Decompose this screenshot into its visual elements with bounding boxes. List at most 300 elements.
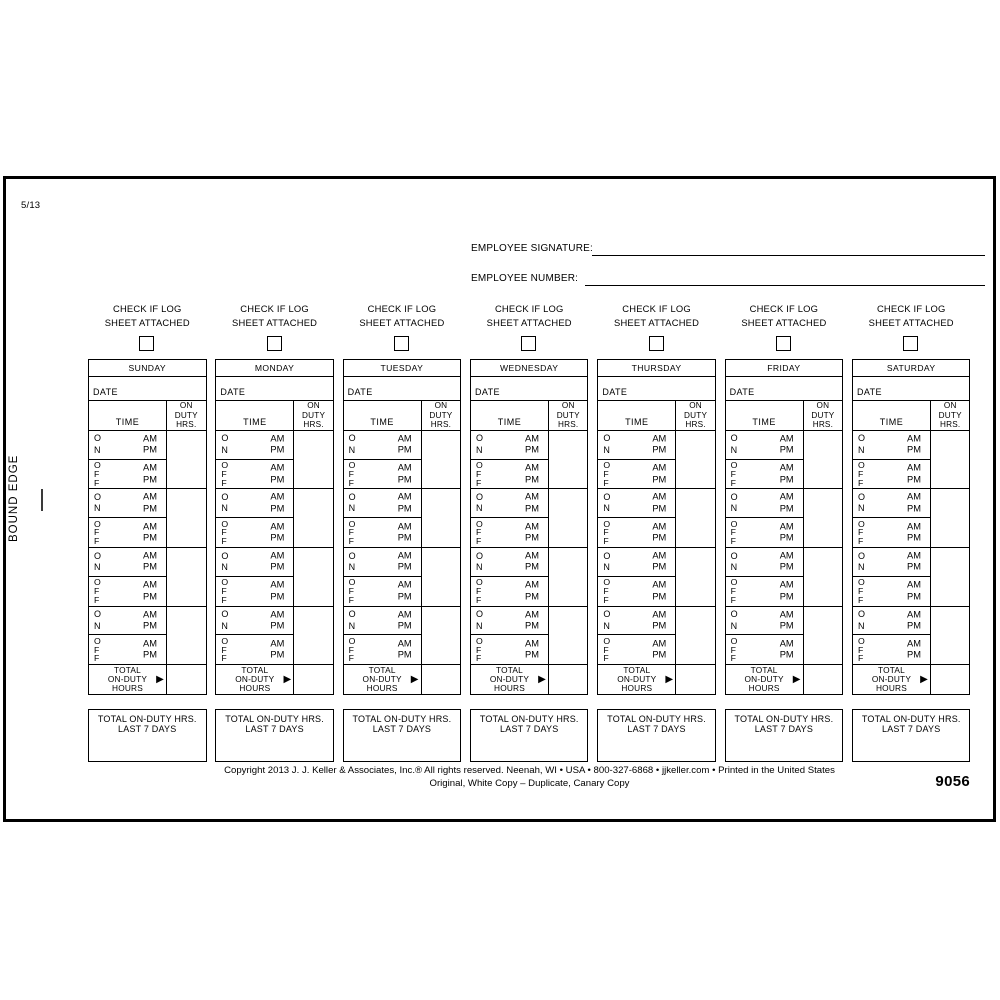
off-time-row[interactable]	[853, 460, 930, 489]
on-time-value[interactable]	[487, 491, 518, 515]
off-time-row[interactable]	[726, 460, 803, 489]
on-time-value[interactable]	[232, 609, 263, 633]
on-time-value[interactable]	[360, 550, 391, 574]
am-pm-label: AM PM	[397, 433, 412, 455]
off-label: OFF	[603, 460, 611, 488]
time-column-header: TIME	[344, 401, 422, 430]
off-time-value[interactable]	[232, 462, 263, 487]
check-if-log-label: CHECK IF LOG SHEET ATTACHED	[104, 303, 190, 328]
total-on-duty-hours-label: TOTAL ON-DUTY HOURS ▶	[216, 665, 294, 694]
am-pm-label: AM PM	[907, 491, 921, 514]
on-time-value[interactable]	[232, 491, 263, 515]
total-on-duty-row	[89, 665, 206, 694]
on-label: ON	[857, 609, 865, 631]
on-duty-hrs-cell[interactable]	[549, 548, 588, 606]
off-time-value[interactable]	[869, 520, 900, 545]
on-time-row[interactable]	[89, 431, 166, 460]
on-off-period	[598, 431, 715, 490]
off-time-value[interactable]	[232, 579, 263, 604]
date-field[interactable]	[853, 377, 970, 401]
off-label: OFF	[730, 518, 738, 547]
am-pm-label: AM PM	[779, 638, 794, 660]
on-off-period	[344, 548, 461, 607]
on-label: ON	[94, 491, 102, 514]
on-time-row[interactable]	[344, 607, 421, 636]
am-pm-label: AM PM	[270, 433, 285, 455]
on-time-row[interactable]	[471, 489, 548, 518]
off-time-value[interactable]	[742, 462, 773, 487]
am-pm-label: AM PM	[143, 579, 157, 602]
off-label: OFF	[730, 635, 738, 664]
on-time-value[interactable]	[105, 550, 136, 574]
off-time-value[interactable]	[742, 579, 773, 604]
on-duty-hrs-cell[interactable]	[931, 607, 970, 665]
on-time-value[interactable]	[742, 491, 773, 515]
off-time-row[interactable]	[216, 460, 293, 489]
on-time-value[interactable]	[105, 433, 136, 457]
last-7-days-value[interactable]	[89, 735, 206, 745]
on-time-row[interactable]	[344, 431, 421, 460]
total-on-duty-hours-cell[interactable]	[294, 665, 333, 694]
check-if-log-label: CHECK IF LOG SHEET ATTACHED	[359, 303, 445, 328]
on-label: ON	[348, 491, 356, 514]
on-label: ON	[221, 609, 229, 631]
log-sheet-attached-checkbox[interactable]	[776, 336, 791, 351]
on-time-row[interactable]	[344, 489, 421, 518]
off-time-row[interactable]	[471, 577, 548, 606]
am-pm-label: AM PM	[397, 638, 412, 660]
off-time-value[interactable]	[360, 637, 391, 662]
time-column-header: TIME	[216, 401, 294, 430]
day-table	[597, 359, 716, 695]
on-label: ON	[221, 550, 229, 573]
date-field[interactable]	[216, 377, 333, 401]
on-duty-hrs-cell[interactable]	[422, 548, 461, 606]
off-time-value[interactable]	[232, 520, 263, 545]
on-label: ON	[475, 550, 483, 573]
off-label: OFF	[730, 460, 738, 488]
off-time-row[interactable]	[853, 577, 930, 606]
off-time-row[interactable]	[598, 635, 675, 664]
total-last-7-days-box[interactable]	[215, 709, 334, 762]
am-pm-label: AM PM	[397, 550, 412, 572]
on-time-value[interactable]	[487, 550, 518, 574]
on-time-row[interactable]	[726, 548, 803, 577]
on-duty-hrs-cell[interactable]	[804, 607, 843, 665]
on-duty-hrs-cell[interactable]	[676, 548, 715, 606]
on-off-period	[598, 489, 715, 548]
on-duty-hrs-cell[interactable]	[167, 548, 206, 606]
on-label: ON	[221, 433, 229, 455]
on-time-value[interactable]	[869, 433, 900, 457]
off-time-row[interactable]	[216, 518, 293, 547]
log-sheet-attached-checkbox[interactable]	[139, 336, 154, 351]
am-pm-label: AM PM	[907, 550, 921, 572]
on-duty-hrs-column-header: ON DUTY HRS.	[556, 401, 580, 430]
last-7-days-label-line-1: TOTAL ON-DUTY HRS.	[607, 713, 706, 724]
off-label: OFF	[603, 518, 611, 547]
day-name-header: THURSDAY	[598, 360, 715, 377]
am-pm-label: AM PM	[652, 491, 667, 514]
am-pm-label: AM PM	[143, 433, 157, 455]
last-7-days-value[interactable]	[216, 735, 333, 745]
off-time-value[interactable]	[614, 520, 645, 545]
off-time-row[interactable]	[89, 518, 166, 547]
on-duty-hrs-column-header: ON DUTY HRS.	[684, 401, 708, 430]
on-time-row[interactable]	[598, 548, 675, 577]
off-time-row[interactable]	[853, 635, 930, 664]
off-time-row[interactable]	[471, 518, 548, 547]
log-sheet-attached-checkbox[interactable]	[521, 336, 536, 351]
off-time-row[interactable]	[598, 460, 675, 489]
log-sheet-attached-checkbox[interactable]	[649, 336, 664, 351]
on-time-value[interactable]	[360, 491, 391, 515]
total-last-7-days-box[interactable]	[343, 709, 462, 762]
last-7-days-label-line-1: TOTAL ON-DUTY HRS.	[734, 713, 834, 724]
check-if-log-label: CHECK IF LOG SHEET ATTACHED	[232, 303, 318, 328]
on-duty-hrs-cell[interactable]	[294, 431, 333, 489]
on-label: ON	[603, 550, 611, 573]
off-time-value[interactable]	[742, 637, 773, 662]
on-duty-hrs-column-header: ON DUTY HRS.	[938, 401, 962, 430]
on-duty-hrs-cell[interactable]	[294, 607, 333, 665]
day-name-header: WEDNESDAY	[471, 360, 588, 377]
on-time-row[interactable]	[598, 607, 675, 636]
off-time-value[interactable]	[232, 637, 263, 662]
off-time-value[interactable]	[487, 462, 518, 487]
on-label: ON	[94, 609, 102, 631]
on-label: ON	[221, 491, 229, 514]
on-time-row[interactable]	[344, 548, 421, 577]
day-name-header: SATURDAY	[853, 360, 970, 377]
total-on-duty-row	[726, 665, 843, 694]
off-label: OFF	[857, 635, 865, 664]
on-time-value[interactable]	[614, 433, 645, 457]
off-time-value[interactable]	[614, 637, 645, 662]
last-7-days-label-line-2: LAST 7 DAYS	[245, 724, 304, 735]
total-on-duty-hours-cell[interactable]	[549, 665, 588, 694]
on-off-period	[216, 548, 333, 607]
off-time-value[interactable]	[360, 462, 391, 487]
on-label: ON	[603, 433, 611, 455]
on-time-value[interactable]	[360, 609, 391, 633]
date-label: DATE	[93, 387, 118, 398]
off-time-value[interactable]	[742, 520, 773, 545]
off-time-row[interactable]	[344, 460, 421, 489]
on-time-value[interactable]	[105, 491, 136, 515]
on-time-row[interactable]	[471, 431, 548, 460]
last-7-days-value[interactable]	[726, 735, 843, 745]
off-time-value[interactable]	[360, 579, 391, 604]
last-7-days-label-line-1: TOTAL ON-DUTY HRS.	[97, 713, 197, 724]
off-time-row[interactable]	[344, 577, 421, 606]
am-pm-label: AM PM	[652, 638, 667, 660]
log-sheet-attached-checkbox[interactable]	[267, 336, 282, 351]
on-time-value[interactable]	[869, 550, 900, 574]
am-pm-label: AM PM	[397, 609, 412, 631]
on-time-row[interactable]	[598, 431, 675, 460]
on-duty-hrs-cell[interactable]	[167, 489, 206, 547]
am-pm-label: AM PM	[143, 609, 157, 631]
bound-edge-label: BOUND EDGE	[8, 454, 20, 542]
off-time-row[interactable]	[89, 635, 166, 664]
date-label: DATE	[347, 387, 373, 398]
last-7-days-value[interactable]	[471, 735, 588, 745]
off-time-row[interactable]	[598, 577, 675, 606]
am-pm-label: AM PM	[143, 550, 157, 572]
right-pointer-icon: ▶	[792, 673, 801, 685]
on-time-row[interactable]	[853, 607, 930, 636]
on-time-row[interactable]	[598, 489, 675, 518]
off-time-row[interactable]	[726, 518, 803, 547]
on-time-row[interactable]	[216, 607, 293, 636]
total-on-duty-row	[471, 665, 588, 694]
log-sheet-attached-checkbox[interactable]	[394, 336, 409, 351]
right-pointer-icon: ▶	[156, 673, 164, 685]
on-time-row[interactable]	[89, 607, 166, 636]
total-last-7-days-box[interactable]	[725, 709, 844, 762]
on-duty-hrs-cell[interactable]	[549, 489, 588, 547]
on-off-period	[726, 431, 843, 490]
am-pm-label: AM PM	[907, 433, 921, 455]
last-7-days-label-line-1: TOTAL ON-DUTY HRS.	[352, 713, 452, 724]
on-duty-hrs-cell[interactable]	[931, 431, 970, 489]
off-time-value[interactable]	[105, 637, 136, 662]
on-time-value[interactable]	[742, 609, 773, 633]
on-time-row[interactable]	[216, 431, 293, 460]
off-time-value[interactable]	[487, 637, 518, 662]
am-pm-label: AM PM	[525, 433, 539, 455]
total-on-duty-hours-cell[interactable]	[422, 665, 461, 694]
am-pm-label: AM PM	[270, 462, 285, 485]
on-time-value[interactable]	[232, 433, 263, 457]
on-time-value[interactable]	[614, 550, 645, 574]
on-duty-hrs-cell[interactable]	[549, 431, 588, 489]
off-time-row[interactable]	[89, 460, 166, 489]
on-duty-hrs-column-header: ON DUTY HRS.	[429, 401, 453, 430]
on-time-row[interactable]	[853, 489, 930, 518]
off-label: OFF	[94, 635, 101, 664]
on-duty-hrs-cell[interactable]	[294, 548, 333, 606]
on-off-period	[853, 607, 970, 666]
total-on-duty-hours-label: TOTAL ON-DUTY HOURS ▶	[471, 665, 549, 694]
total-on-duty-hours-label: TOTAL ON-DUTY HOURS ▶	[726, 665, 804, 694]
am-pm-label: AM PM	[525, 521, 539, 543]
on-time-value[interactable]	[487, 609, 518, 633]
off-time-value[interactable]	[105, 462, 136, 487]
off-time-row[interactable]	[471, 460, 548, 489]
on-time-row[interactable]	[853, 548, 930, 577]
on-label: ON	[857, 550, 865, 573]
on-duty-hrs-cell[interactable]	[167, 431, 206, 489]
time-column-header: TIME	[726, 401, 804, 430]
off-time-value[interactable]	[360, 520, 391, 545]
last-7-days-label-line-2: LAST 7 DAYS	[627, 724, 686, 735]
date-field[interactable]	[344, 377, 461, 401]
off-time-row[interactable]	[344, 518, 421, 547]
right-pointer-icon: ▶	[538, 673, 546, 685]
off-time-value[interactable]	[487, 520, 518, 545]
on-time-row[interactable]	[216, 489, 293, 518]
last-7-days-value[interactable]	[344, 735, 461, 745]
off-time-value[interactable]	[614, 579, 645, 604]
off-label: OFF	[94, 577, 101, 605]
am-pm-label: AM PM	[525, 638, 539, 660]
off-time-row[interactable]	[853, 518, 930, 547]
day-name-header: FRIDAY	[726, 360, 843, 377]
am-pm-label: AM PM	[652, 433, 667, 455]
on-time-row[interactable]	[726, 489, 803, 518]
on-time-value[interactable]	[742, 550, 773, 574]
am-pm-label: AM PM	[652, 579, 667, 602]
on-duty-hrs-cell[interactable]	[422, 607, 461, 665]
copyright-line-1: Copyright 2013 J. J. Keller & Associates, Inc.® All rights reserved. Neenah, WI • USA • 800-327-6868 • jjkeller.com • Printed in the United States	[224, 765, 835, 776]
on-time-value[interactable]	[360, 433, 391, 457]
on-duty-hrs-cell[interactable]	[422, 489, 461, 547]
check-if-log-label: CHECK IF LOG SHEET ATTACHED	[741, 303, 827, 328]
total-last-7-days-box[interactable]	[852, 709, 971, 762]
off-time-value[interactable]	[869, 462, 900, 487]
on-time-row[interactable]	[216, 548, 293, 577]
on-duty-hrs-cell[interactable]	[804, 548, 843, 606]
on-duty-hrs-cell[interactable]	[931, 548, 970, 606]
on-time-value[interactable]	[742, 433, 773, 457]
date-label: DATE	[856, 387, 882, 398]
log-sheet-attached-checkbox[interactable]	[903, 336, 918, 351]
off-time-row[interactable]	[726, 635, 803, 664]
on-duty-hrs-cell[interactable]	[804, 489, 843, 547]
on-time-row[interactable]	[471, 607, 548, 636]
am-pm-label: AM PM	[652, 550, 667, 572]
off-label: OFF	[221, 518, 229, 547]
off-label: OFF	[348, 460, 356, 488]
day-table	[343, 359, 462, 695]
on-duty-hrs-cell[interactable]	[676, 607, 715, 665]
am-pm-label: AM PM	[652, 462, 667, 485]
on-duty-hrs-cell[interactable]	[676, 489, 715, 547]
on-time-value[interactable]	[614, 609, 645, 633]
date-field[interactable]	[471, 377, 588, 401]
total-on-duty-hours-cell[interactable]	[804, 665, 843, 694]
off-time-value[interactable]	[105, 520, 136, 545]
off-time-row[interactable]	[598, 518, 675, 547]
on-time-row[interactable]	[726, 607, 803, 636]
on-time-row[interactable]	[89, 548, 166, 577]
on-off-period	[89, 489, 206, 548]
am-pm-label: AM PM	[143, 462, 157, 485]
off-time-row[interactable]	[216, 577, 293, 606]
on-time-row[interactable]	[853, 431, 930, 460]
off-time-row[interactable]	[216, 635, 293, 664]
right-pointer-icon: ▶	[410, 673, 419, 685]
on-off-period	[471, 607, 588, 666]
off-time-value[interactable]	[869, 637, 900, 662]
on-duty-hrs-cell[interactable]	[294, 489, 333, 547]
total-last-7-days-box[interactable]	[597, 709, 716, 762]
off-time-row[interactable]	[344, 635, 421, 664]
last-7-days-value[interactable]	[598, 735, 715, 745]
on-duty-hrs-cell[interactable]	[422, 431, 461, 489]
on-time-value[interactable]	[614, 491, 645, 515]
time-column-header: TIME	[89, 401, 167, 430]
on-time-row[interactable]	[89, 489, 166, 518]
on-time-value[interactable]	[105, 609, 136, 633]
on-time-row[interactable]	[471, 548, 548, 577]
on-time-value[interactable]	[869, 491, 900, 515]
am-pm-label: AM PM	[907, 462, 921, 485]
day-column	[88, 302, 207, 770]
on-time-row[interactable]	[726, 431, 803, 460]
off-time-row[interactable]	[89, 577, 166, 606]
off-time-row[interactable]	[726, 577, 803, 606]
off-time-row[interactable]	[471, 635, 548, 664]
on-off-period	[853, 431, 970, 490]
off-label: OFF	[221, 577, 229, 605]
off-time-value[interactable]	[614, 462, 645, 487]
on-time-value[interactable]	[232, 550, 263, 574]
day-column	[725, 302, 844, 770]
on-duty-hrs-cell[interactable]	[167, 607, 206, 665]
on-time-value[interactable]	[869, 609, 900, 633]
date-field[interactable]	[89, 377, 206, 401]
total-on-duty-hours-label: TOTAL ON-DUTY HOURS ▶	[89, 665, 167, 694]
last-7-days-value[interactable]	[853, 735, 970, 745]
total-on-duty-hours-label: TOTAL ON-DUTY HOURS ▶	[853, 665, 931, 694]
total-last-7-days-box[interactable]	[470, 709, 589, 762]
total-on-duty-hours-cell[interactable]	[931, 665, 970, 694]
on-duty-hrs-cell[interactable]	[804, 431, 843, 489]
am-pm-label: AM PM	[907, 609, 921, 631]
am-pm-label: AM PM	[397, 462, 412, 485]
on-label: ON	[730, 609, 738, 631]
day-column	[343, 302, 462, 770]
date-field[interactable]	[598, 377, 715, 401]
on-duty-hrs-cell[interactable]	[549, 607, 588, 665]
date-label: DATE	[729, 387, 755, 398]
on-off-period	[344, 607, 461, 666]
copyright-notice	[88, 764, 971, 790]
total-on-duty-hours-label: TOTAL ON-DUTY HOURS ▶	[344, 665, 422, 694]
total-on-duty-hours-cell[interactable]	[676, 665, 715, 694]
on-off-period	[471, 431, 588, 490]
on-time-value[interactable]	[487, 433, 518, 457]
day-table	[725, 359, 844, 695]
on-label: ON	[348, 433, 356, 455]
off-label: OFF	[857, 460, 865, 488]
day-table	[88, 359, 207, 695]
right-pointer-icon: ▶	[920, 673, 928, 685]
day-column	[470, 302, 589, 770]
on-duty-hrs-cell[interactable]	[676, 431, 715, 489]
total-last-7-days-box[interactable]	[88, 709, 207, 762]
off-time-value[interactable]	[487, 579, 518, 604]
total-on-duty-row	[216, 665, 333, 694]
date-label: DATE	[474, 387, 500, 398]
off-time-value[interactable]	[105, 579, 136, 604]
total-on-duty-hours-cell[interactable]	[167, 665, 206, 694]
time-rows	[853, 431, 970, 665]
date-field[interactable]	[726, 377, 843, 401]
on-duty-hrs-cell[interactable]	[931, 489, 970, 547]
on-label: ON	[475, 609, 483, 631]
copyright-line-2: Original, White Copy – Duplicate, Canary Copy	[429, 778, 630, 789]
time-column-header: TIME	[598, 401, 676, 430]
am-pm-label: AM PM	[525, 491, 539, 514]
off-label: OFF	[475, 635, 483, 664]
columns-header-row	[853, 401, 970, 431]
last-7-days-label-line-1: TOTAL ON-DUTY HRS.	[861, 713, 961, 724]
off-time-value[interactable]	[869, 579, 900, 604]
